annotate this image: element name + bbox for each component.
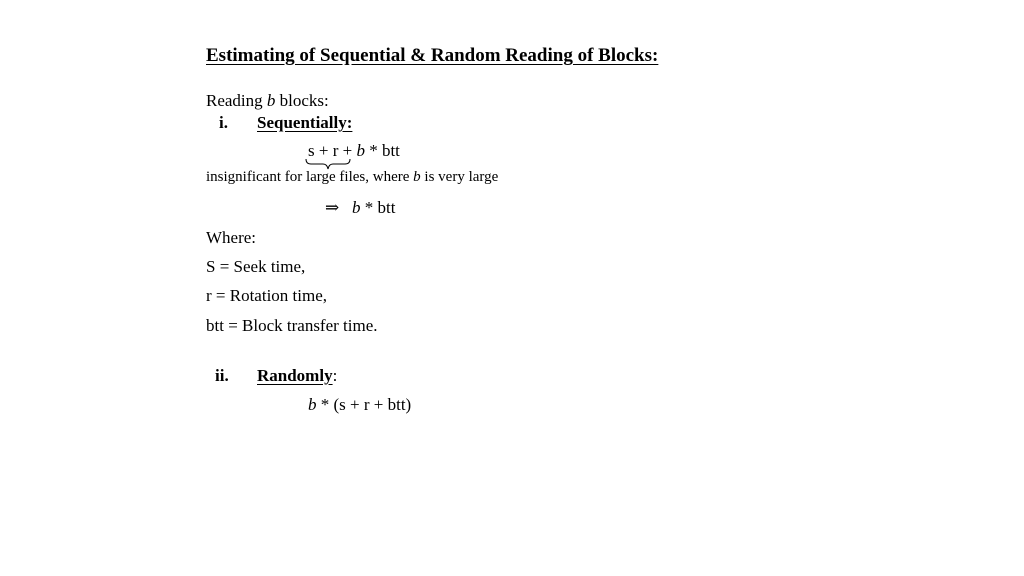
insignificance-note xyxy=(206,169,498,186)
intro-variable: b xyxy=(266,91,276,110)
section2-number: ii. xyxy=(215,366,229,385)
implies-arrow-icon: ⇒ xyxy=(325,198,340,217)
section2-colon: : xyxy=(332,366,338,385)
sequential-formula-prefix: s + r + xyxy=(308,141,357,160)
definition-seek-time: S = Seek time, xyxy=(206,257,306,276)
where-label: Where: xyxy=(206,228,257,247)
page-title: Estimating of Sequential & Random Reading of Blocks: xyxy=(206,45,659,66)
random-formula xyxy=(308,395,411,415)
sequential-formula-suffix: * btt xyxy=(364,141,400,160)
implication-suffix: * btt xyxy=(360,198,396,217)
note-prefix: insignificant for large files, where xyxy=(206,169,414,185)
definition-rotation-time: r = Rotation time, xyxy=(206,286,328,305)
sequential-formula-variable: b xyxy=(356,141,365,160)
section2-heading-line xyxy=(257,366,337,386)
intro-prefix: Reading xyxy=(206,91,267,110)
intro-line xyxy=(206,91,329,111)
random-formula-variable: b xyxy=(308,395,317,414)
section1-number: i. xyxy=(219,113,228,132)
implication-line xyxy=(325,198,395,218)
note-suffix: is very large xyxy=(420,169,499,185)
note-variable: b xyxy=(413,169,421,185)
implication-variable: b xyxy=(352,198,361,217)
intro-suffix: blocks: xyxy=(275,91,329,110)
random-formula-suffix: * (s + r + btt) xyxy=(316,395,412,414)
section1-heading: Sequentially: xyxy=(257,113,353,132)
section2-heading: Randomly xyxy=(257,366,333,385)
definition-block-transfer-time: btt = Block transfer time. xyxy=(206,316,378,335)
